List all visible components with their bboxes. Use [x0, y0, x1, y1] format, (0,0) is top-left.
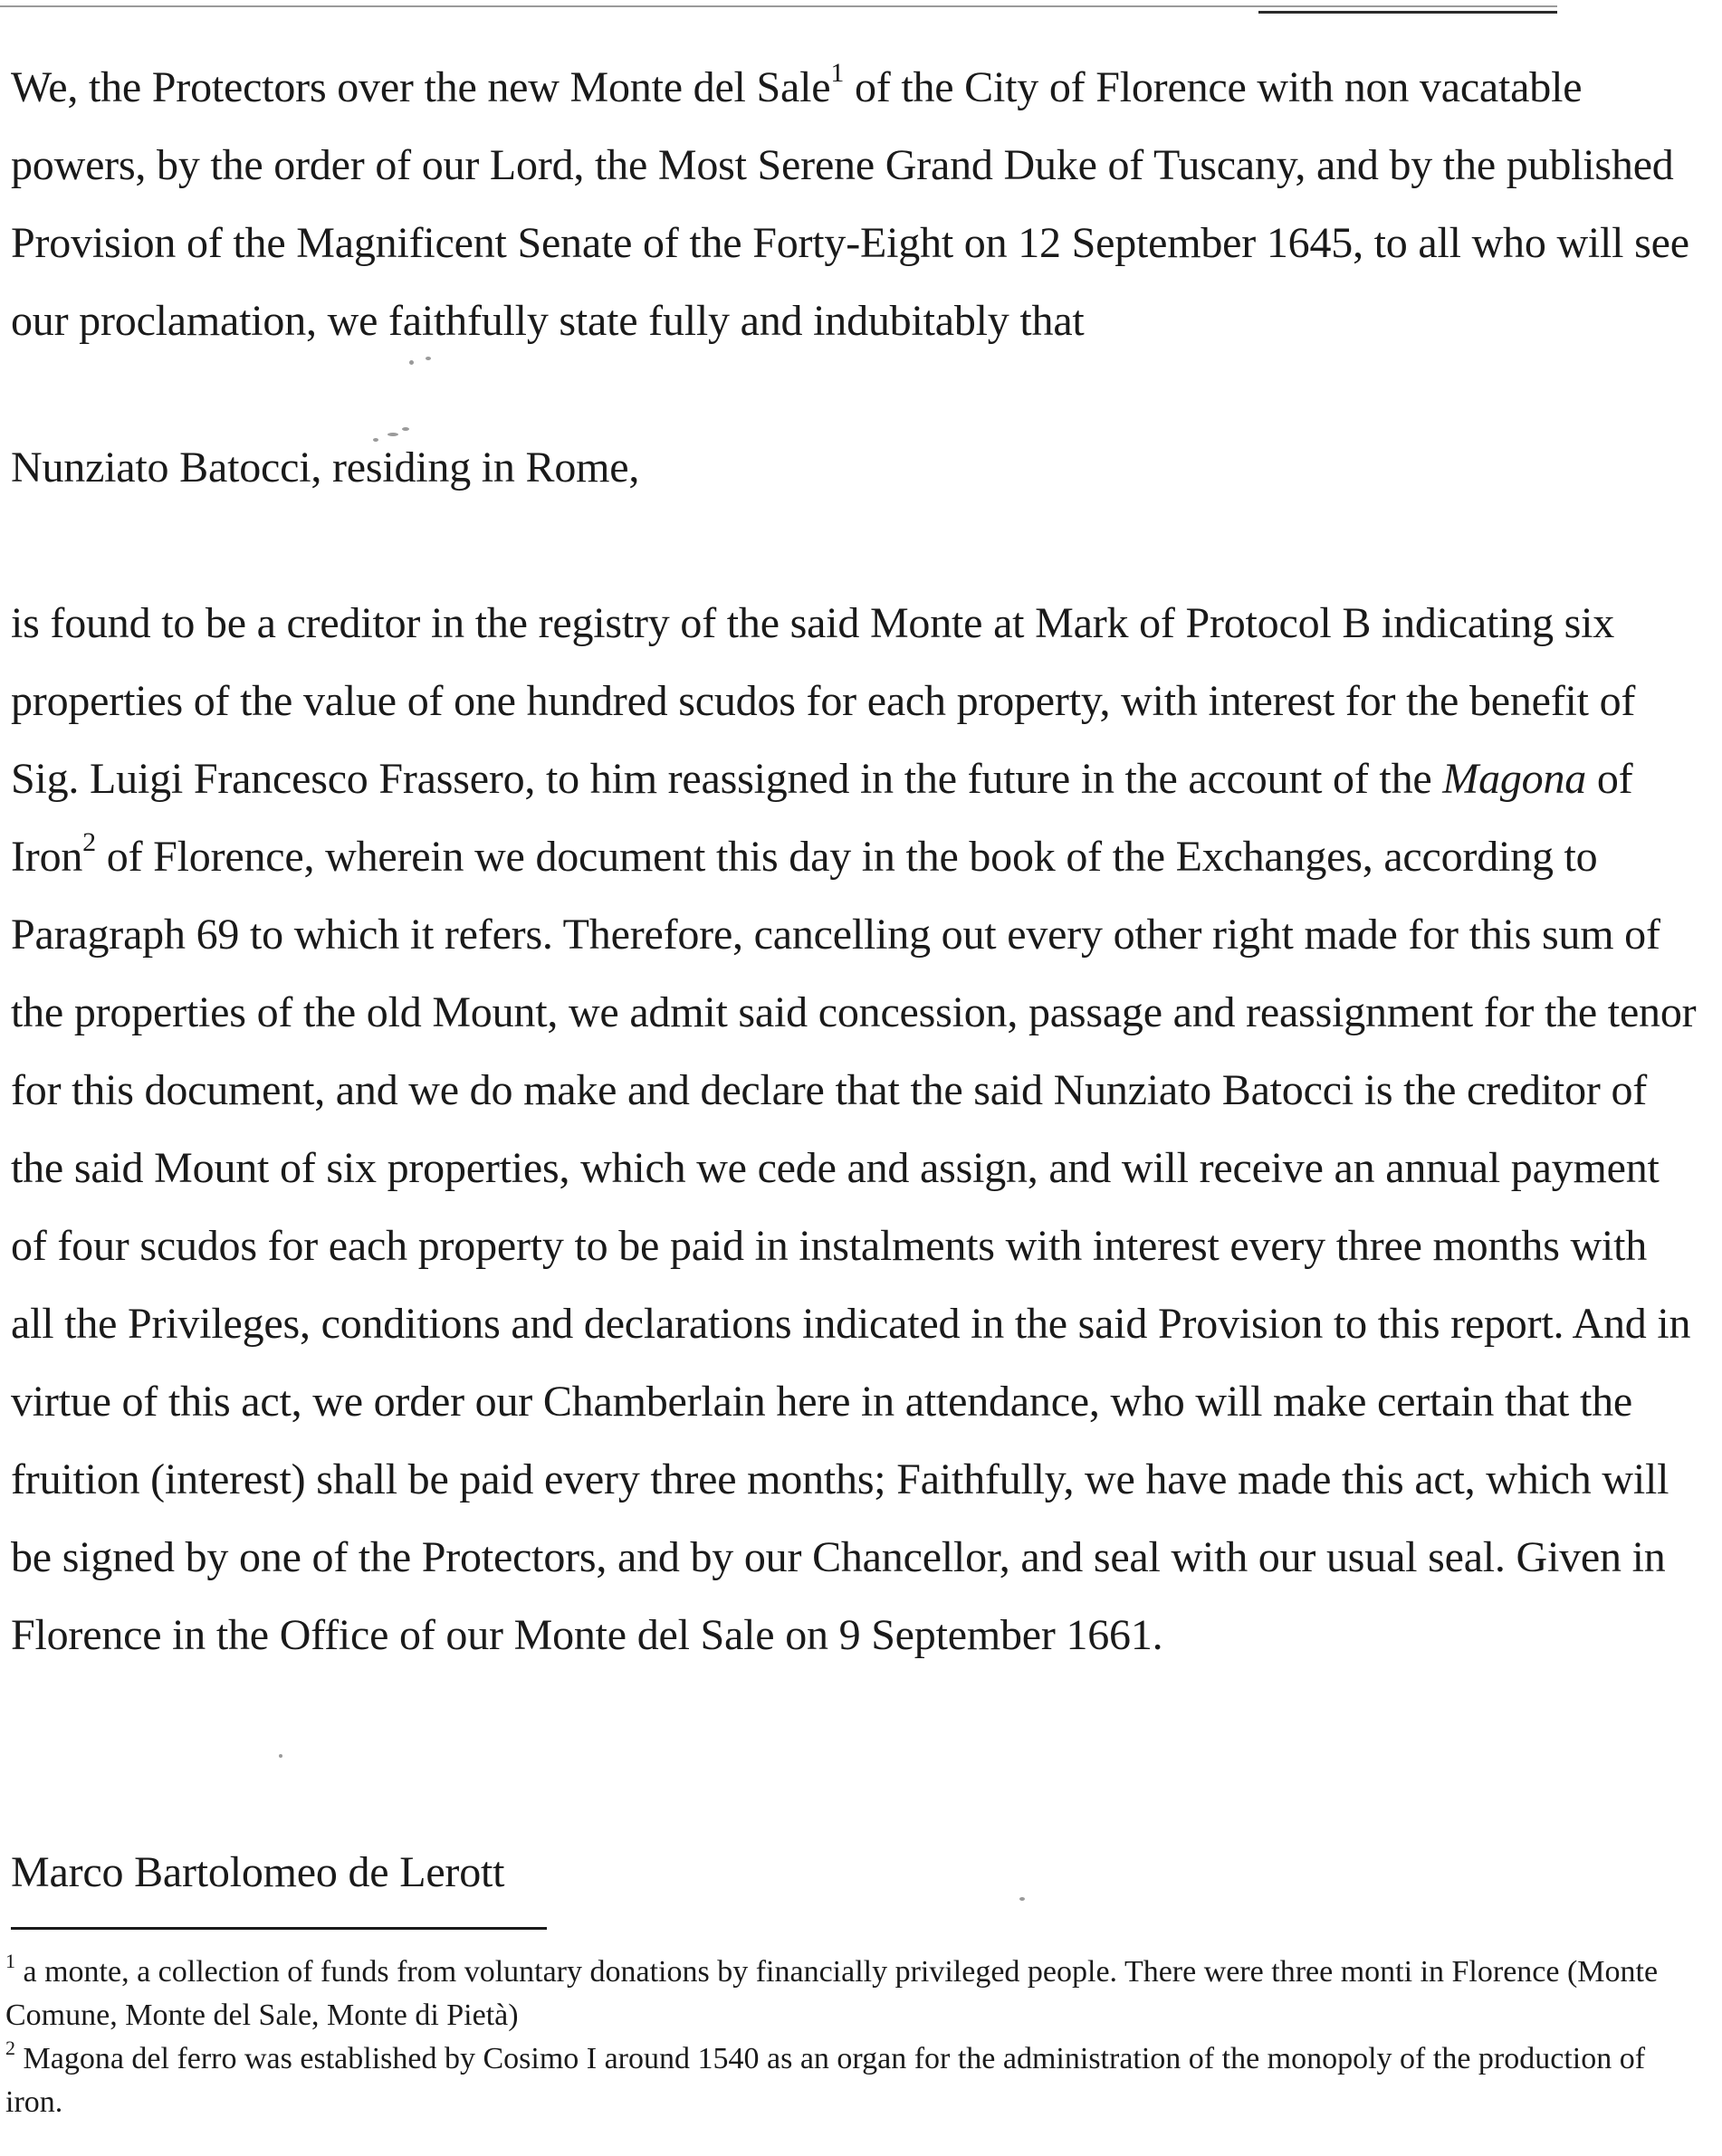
scan-speck: [373, 438, 378, 442]
footnote-2-marker: 2: [5, 2037, 15, 2059]
scan-speck: [402, 427, 409, 431]
footnote-separator: [11, 1927, 547, 1930]
top-scan-rule: [0, 5, 1557, 7]
footnote-1-text: a monte, a collection of funds from voluntary donations by financially privileged people. There were three monti in Florence (Monte Comune, Monte del Sale, Monte di Pietà): [5, 1955, 1659, 2032]
signature-name: Marco Bartolomeo de Lerott: [11, 1848, 505, 1896]
scan-speck: [279, 1754, 282, 1758]
paragraph-2-text: Nunziato Batocci, residing in Rome,: [11, 444, 640, 491]
scan-speck: [426, 357, 431, 360]
paragraph-3-text-a: is found to be a creditor in the registry of the said Monte at Mark of Protocol B indicating six properties of the value of one hundred scudos for each property, with interest for the benefit of Sig. Luigi Francesco Frassero, to him reassigned in the future in the account of the: [11, 599, 1636, 803]
scan-speck: [409, 360, 414, 365]
signature-line: [11, 1834, 1699, 1912]
footnote-ref-1: 1: [830, 58, 845, 88]
paragraph-declaration: [11, 585, 1699, 1674]
footnote-1-marker: 1: [5, 1950, 15, 1972]
scan-speck: [1019, 1897, 1025, 1901]
scan-speck: [387, 433, 398, 436]
footnote-2: [5, 2037, 1708, 2124]
top-scan-rule-heavy: [1258, 11, 1557, 14]
footnote-ref-2: 2: [82, 827, 96, 857]
paragraph-3-text-c: of Florence, wherein we document this day in the book of the Exchanges, according to Paragraph 69 to which it refers. Therefore, cancelling out every other right made for this sum of the properties of the old Mount, we admit said concession, passage and reassignment for the tenor for this document, and we do make and declare that the said Nunziato Batocci is the creditor of the said Mount of six properties, which we cede and assign, and will receive an annual payment of four scudos for each property to be paid in instalments with interest every three months with all the Privileges, conditions and declarations indicated in the said Provision to this report. And in virtue of this act, we order our Chamberlain here in attendance, who will make certain that the fruition (interest) shall be paid every three months; Faithfully, we have made this act, which will be signed by one of the Protectors, and by our Chancellor, and seal with our usual seal. Given in Florence in the Office of our Monte del Sale on 9 September 1661.: [11, 833, 1697, 1659]
paragraph-1-text-b: of the City of Florence with non vacatable powers, by the order of our Lord, the Most Serene Grand Duke of Tuscany, and by the published Provision of the Magnificent Senate of the Forty-Eight on 12 September 1645, to all who will see our proclamation, we faithfully state fully and indubitably that: [11, 63, 1689, 345]
footnotes: [5, 1951, 1708, 2124]
paragraph-proclamation: [11, 49, 1699, 360]
paragraph-1-text-a: We, the Protectors over the new Monte del Sale: [11, 63, 831, 111]
paragraph-creditor-name: [11, 429, 1699, 507]
footnote-1: [5, 1951, 1708, 2037]
paragraph-3-text-b: of Iron: [11, 755, 1633, 881]
footnote-2-text: Magona del ferro was established by Cosimo I around 1540 as an organ for the administration of the monopoly of the production of iron.: [5, 2042, 1646, 2119]
italic-term-magona: Magona: [1442, 755, 1587, 803]
